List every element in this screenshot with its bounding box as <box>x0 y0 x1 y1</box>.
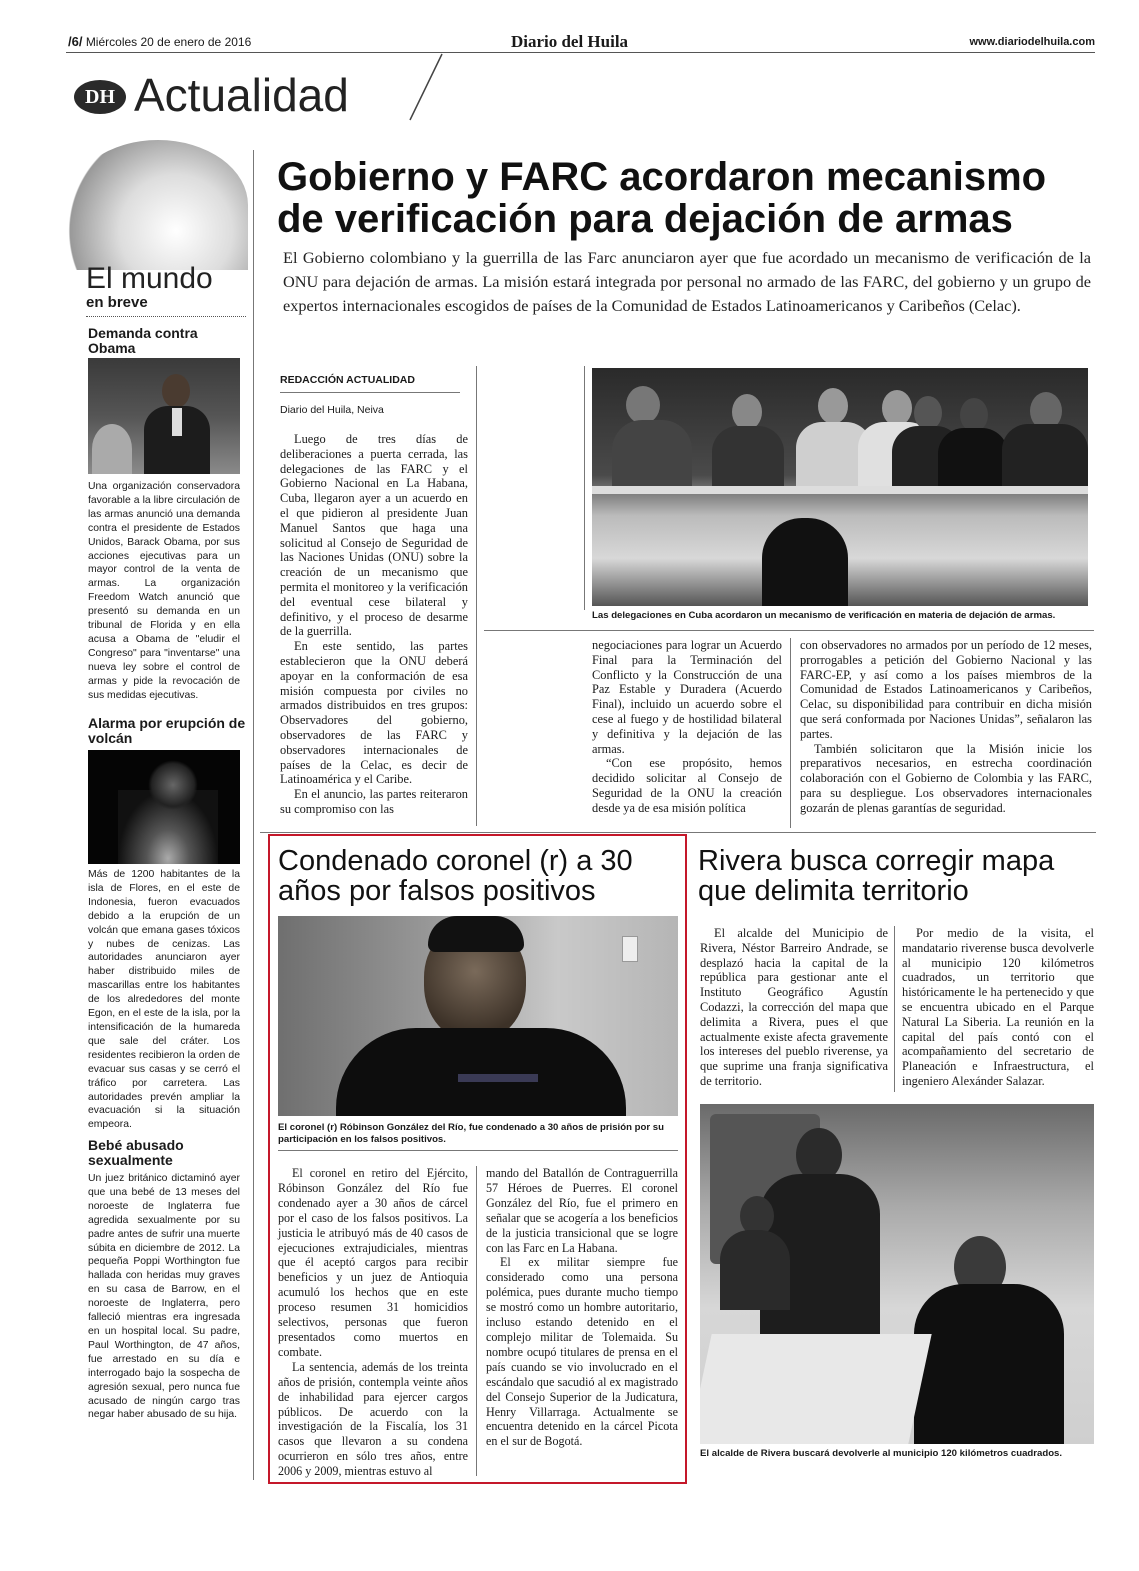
obama-photo <box>88 358 240 474</box>
byline-author: REDACCIÓN ACTUALIDAD <box>280 374 415 386</box>
story-2-col-2-p2: El ex militar siempre fue considerado como una persona polémica, pues durante mucho tiempo se mostró como un hombre autoritario, incluso estando detenido en el complejo militar de Tolemaida. Su nombre ocupó titulares de prensa en el país cuando se vio involucrado en el escándalo que sacudió al ex magistrado del Consejo Superior de la Judicatura, Henry Villarraga. Actualmente se encuentra detenido en la cárcel Picota en el sur de Bogotá. <box>486 1255 678 1449</box>
website-url: www.diariodelhuila.com <box>969 36 1095 48</box>
main-col-1-p2: En este sentido, las partes establecieron que la ONU deberá apoyar en la conformación de esa misión compuesta por civiles no armados distribuidos en tres grupos: Observadores del gobierno, observadores de las FARC y observadores internacionales de países de la Celac, es decir de Latinoamérica y el Caribe. <box>280 639 468 787</box>
main-column-rule-1 <box>476 366 477 826</box>
main-col-3 <box>800 638 1092 816</box>
rivera-photo-caption: El alcalde de Rivera buscará devolverle al municipio 120 kilómetros cuadrados. <box>700 1448 1063 1459</box>
rivera-mayor-photo <box>700 1104 1094 1444</box>
story-2-column-rule <box>476 1166 477 1476</box>
brief-heading-obama: Demanda contra Obama <box>88 325 198 356</box>
main-col-3-p1: con observadores no armados por un período de 12 meses, prorrogables a petición del Gobierno Nacional y las FARC-EP, y así como a los países miembros de la Comunidad de Estados Latinoamericanos y Caribeños, Celac, su disponibilidad para contribuir en dicha misión que será conformada por Naciones Unidas”, señalaron las partes. <box>800 638 1092 741</box>
brief-heading-baby: Bebé abusado sexualmente <box>88 1137 184 1168</box>
story-2-caption-rule <box>278 1150 678 1151</box>
main-lead: El Gobierno colombiano y la guerrilla de las Farc anunciaron ayer que fue acordado un mecanismo de verificación de la ONU para dejación de armas. La misión estará integrada por personal no armado de las FARC, del gobierno y un grupo de expertos internacionales escogidos de países de la Comunidad de Estados Latinoamericanos y Caribeños (Celac). <box>283 248 1091 315</box>
story-3-headline: Rivera busca corregir mapa que delimita territorio <box>698 845 1055 907</box>
main-col-2-p1: negociaciones para lograr un Acuerdo Final para la Terminación del Conflicto y la Construcción de una Paz Estable y Duradera (Acuerdo Final), incluido un acuerdo sobre el cese al fuego y de hostilidad bilateral y definitiva y la dejación de las armas. <box>592 638 782 756</box>
story-3-col-1 <box>700 926 888 1089</box>
story-2-headline: Condenado coronel (r) a 30 años por falsos positivos <box>278 845 633 907</box>
farc-delegations-photo <box>592 368 1088 606</box>
sidebar-column-rule <box>253 150 254 1480</box>
story-2-col-1 <box>278 1166 468 1479</box>
main-col-2-p2: “Con ese propósito, hemos decidido solicitar al Consejo de Seguridad de la ONU la creación desde ya de esa misión política <box>592 756 782 815</box>
caption-rule <box>484 630 1094 631</box>
main-headline <box>277 156 1097 240</box>
brief-text-baby: Un juez británico dictaminó ayer que una bebé de 13 meses del noroeste de Inglaterra fue agredida sexualmente por su padre antes de sufrir una muerte súbita en diciembre de 2012. La pequeña Poppi Worthington fue hallada con heridas muy graves en su casa de Barrow, en el noroeste de Inglaterra, pero falleció mientras era ingresada en un hospital local. Su padre, Paul Worthington, de 47 años, fue arrestado en su día e interrogado bajo la sospecha de agresión sexual, pero nunca fue acusado de ningún cargo tras negar haber abusado de su hija. <box>88 1173 240 1421</box>
story-3-col-1-p1: El alcalde del Municipio de Rivera, Néstor Barreiro Andrade, se desplazó hacia la capital de la república para gestionar ante el Instituto Geográfico Agustín Codazzi, la corrección del mapa que delimita a Rivera, pues el que actualmente existe afecta gravemente los intereses del pueblo riverense, ya que suprime una franja significativa de territorio. <box>700 926 888 1088</box>
issue-date: Miércoles 20 de enero de 2016 <box>85 35 252 49</box>
section-slash-icon <box>404 52 444 122</box>
main-col-1 <box>280 432 468 817</box>
main-col-1-p3: En el anuncio, las partes reiteraron su compromiso con las <box>280 787 468 816</box>
photo-rule <box>584 366 585 610</box>
volcano-photo <box>88 750 240 864</box>
sidebar-divider <box>86 316 246 317</box>
header-rule <box>66 52 1095 53</box>
story-3-col-2-p1: Por medio de la visita, el mandatario riverense busca devolverle al municipio 120 kilómetros cuadrados, un territorio que históricamente le ha pertenecido y que se encuentra ubicado en el Parque Natural La Siberia. La reunión en la capital del país contó con el acompañamiento del secretario de Planeación e Infraestructura, el ingeniero Alexánder Salazar. <box>902 926 1094 1088</box>
story-3-col-2 <box>902 926 1094 1089</box>
byline-location: Diario del Huila, Neiva <box>280 404 384 416</box>
story-3-column-rule <box>894 926 895 1092</box>
story-2-col-1-p2: La sentencia, además de los treinta años de prisión, contempla veinte años de inhabilidad para ejercer cargos públicos. De acuerdo con la investigación de la Fiscalía, los 31 casos que llevaron a su condena ocurrieron en sólo tres años, entre 2006 y 2009, mientras estuvo al <box>278 1359 468 1479</box>
main-col-2 <box>592 638 782 816</box>
dh-logo: DH <box>74 80 126 114</box>
sidebar-title: El mundo <box>86 262 213 295</box>
brief-text-volcano: Más de 1200 habitantes de la isla de Flores, en el este de Indonesia, fueron evacuados debido a la erupción de un volcán que emana gases tóxicos y nubes de cenizas. Las autoridades anunciaron ayer haber distribuido miles de mascarillas entre los habitantes de los alrededores del monte Egon, en el este de la isla, por la intensificación de la humareda que sale del cráter. Los residentes recibieron la orden de evacuar sus casas y se cerró el tráfico por carretera. Las autoridades prevén ampliar la evacuación si la situación empeora. <box>88 869 240 1131</box>
main-col-3-p2: También solicitaron que la Misión inicie los preparativos necesarios, en estrecha coordinación colaboración con el Gobierno de Colombia y las FARC, para su despliegue. Los observadores internacionales gozarán de plenas garantías de seguridad. <box>800 741 1092 815</box>
sidebar-subtitle: en breve <box>86 294 148 311</box>
colonel-photo-caption: El coronel (r) Róbinson González del Río, fue condenado a 30 años de prisión por su participación en los falsos positivos. <box>278 1122 664 1145</box>
main-story-bottom-rule <box>260 832 1096 833</box>
brief-heading-volcano: Alarma por erupción de volcán <box>88 715 246 746</box>
byline-rule <box>280 392 460 393</box>
brief-text-obama: Una organización conservadora favorable a la libre circulación de las armas anunció una demanda contra el presidente de Estados Unidos, Barack Obama, por sus acciones ejecutivas para un mayor control de la venta de armas. La organización Freedom Watch anunció que presentó su demanda en un tribunal de Florida y en ella acusa a Obama de "eludir el Congreso" para "inventarse" una nueva ley sobre el control de armas y pide la revocación de sus medidas ejecutivas. <box>88 481 240 701</box>
main-column-rule-2 <box>790 638 791 828</box>
story-2-col-1-p1: El coronel en retiro del Ejército, Róbinson González del Río fue condenado ayer a 30 años de cárcel por el caso de los falsos positivos. La justicia le atribuyó más de 40 casos de ejecuciones extrajudiciales, mientras que él aceptó cargos para recibir beneficios y un juez de Antioquia acumuló los hechos que en este proceso resumen 31 homicidios selectivos, personas que fueron presentados como muertos en combate. <box>278 1166 468 1359</box>
page-number: /6/ <box>68 34 83 49</box>
main-headline-line-2: de verificación para dejación de armas <box>277 197 1013 241</box>
section-title: Actualidad <box>134 69 349 121</box>
farc-photo-caption: Las delegaciones en Cuba acordaron un mecanismo de verificación en materia de dejación de armas. <box>592 610 1056 621</box>
story-2-col-2 <box>486 1166 678 1449</box>
story-2-col-2-p1: mando del Batallón de Contraguerrilla 57 Héroes de Puerres. El coronel González del Río, fue el primero en señalar que se acogería a los beneficios de la justicia transicional que se logre con las Farc en La Habana. <box>486 1166 678 1255</box>
main-headline-line-1: Gobierno y FARC acordaron mecanismo <box>277 155 1047 199</box>
globe-icon <box>68 140 248 270</box>
main-col-1-p1: Luego de tres días de deliberaciones a puerta cerrada, las delegaciones de las FARC y el Gobierno Nacional en La Habana, Cuba, llegaron ayer a un acuerdo en el que pidieron al presidente Juan Manuel Santos que haga una solicitud al Consejo de Seguridad de las Naciones Unidas (ONU) sobre la creación de un mecanismo que permita el monitoreo y la verificación del eventual cese bilateral y definitivo, y el proceso de desarme de la guerrilla. <box>280 432 468 639</box>
newspaper-name: Diario del Huila <box>510 32 629 51</box>
colonel-photo <box>278 916 678 1116</box>
